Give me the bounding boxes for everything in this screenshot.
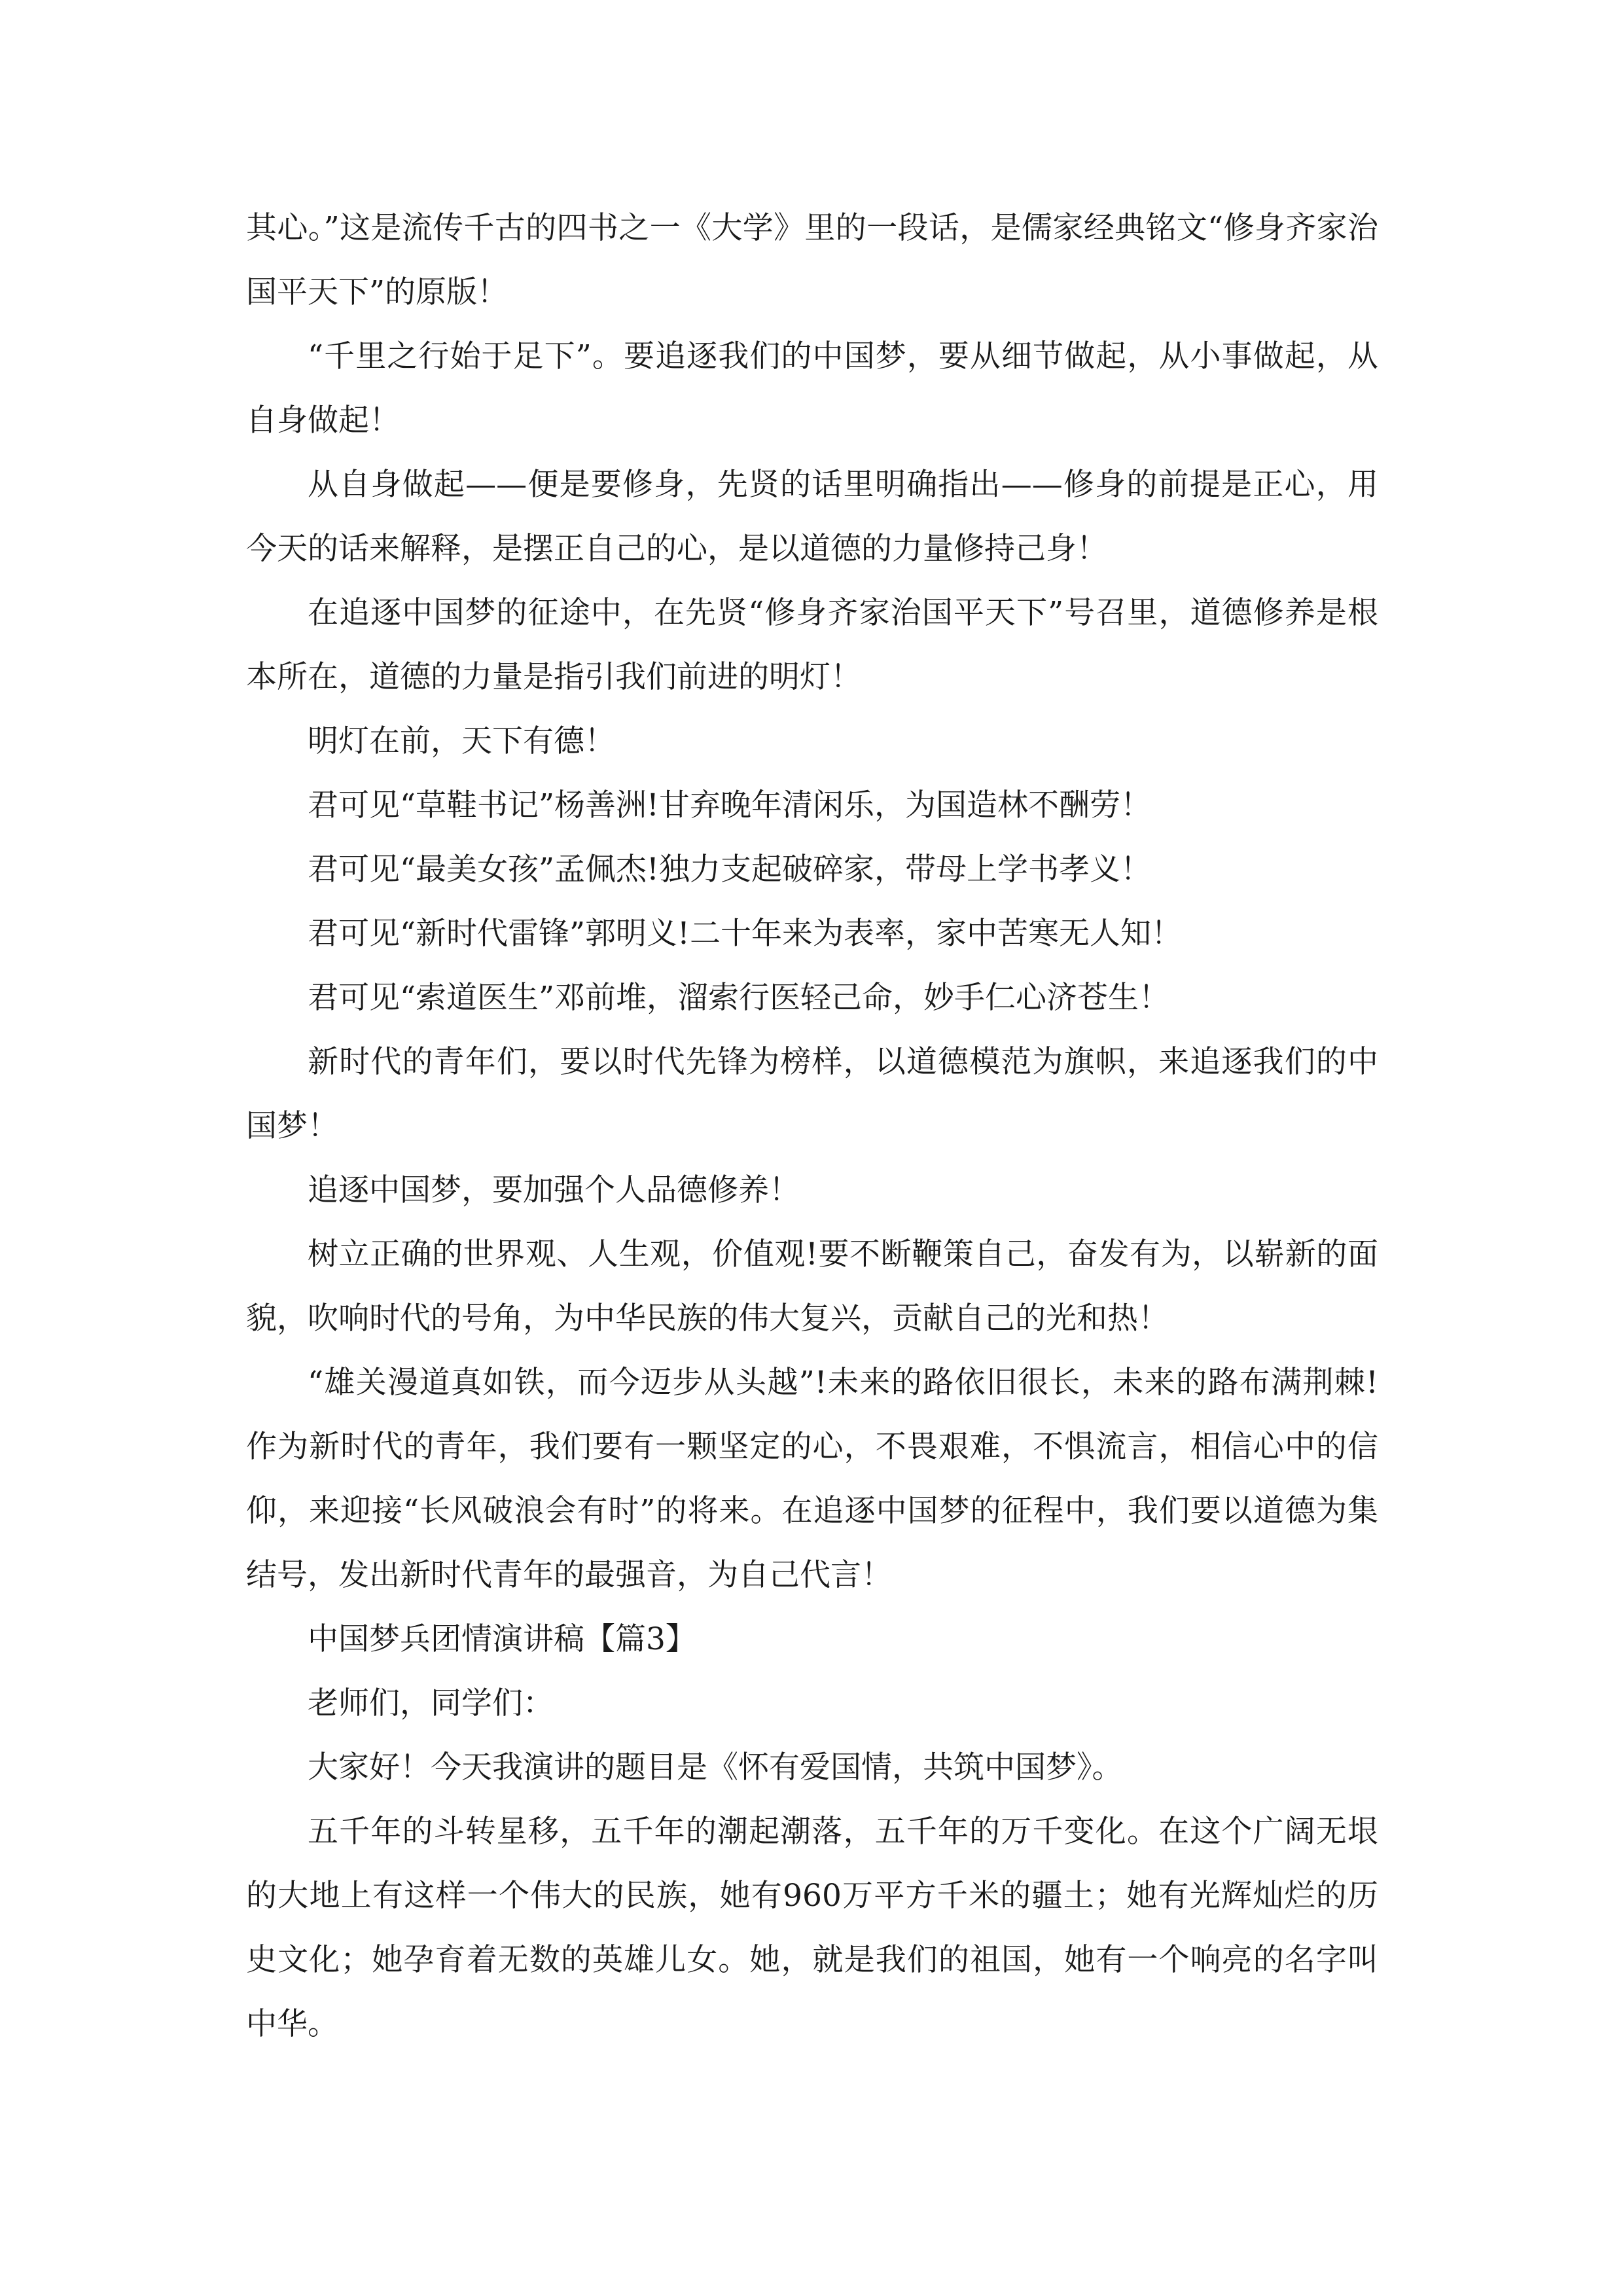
paragraph: “千里之行始于足下”。要追逐我们的中国梦，要从细节做起，从小事做起，从自身做起！ [246, 338, 1378, 439]
paragraph: 君可见“最美女孩”孟佩杰!独力支起破碎家，带母上学书孝义！ [308, 852, 1151, 888]
paragraph: “雄关漫道真如铁，而今迈步从头越”!未来的路依旧很长，未来的路布满荆棘!作为新时代的青年，我们要有一颗坚定的心，不畏艰难，不惧流言，相信心中的信仰，来迎接“长风破浪会有时”的将来。在追逐中国梦的征程中，我们要以道德为集结号，发出新时代青年的最强音，为自己代言！ [246, 1365, 1378, 1593]
paragraph: 从自身做起——便是要修身，先贤的话里明确指出——修身的前提是正心，用今天的话来解释，是摆正自己的心，是以道德的力量修持己身！ [246, 467, 1378, 567]
paragraph: 大家好！今天我演讲的题目是《怀有爱国情，共筑中国梦》。 [308, 1749, 1123, 1785]
paragraph: 明灯在前，天下有德！ [308, 723, 615, 759]
paragraph: 新时代的青年们，要以时代先锋为榜样，以道德模范为旗帜，来追逐我们的中国梦！ [246, 1044, 1378, 1144]
document-body [246, 196, 1378, 2056]
paragraph: 树立正确的世界观、人生观，价值观!要不断鞭策自己，奋发有为，以崭新的面貌，吹响时代的号角，为中华民族的伟大复兴，贡献自己的光和热！ [246, 1236, 1378, 1336]
paragraph: 君可见“新时代雷锋”郭明义!二十年来为表率，家中苦寒无人知！ [308, 916, 1182, 952]
paragraph: 在追逐中国梦的征途中，在先贤“修身齐家治国平天下”号召里，道德修养是根本所在，道德的力量是指引我们前进的明灯！ [246, 595, 1378, 695]
section-heading: 中国梦兵团情演讲稿【篇3】 [308, 1621, 696, 1657]
paragraph: 其心。”这是流传千古的四书之一《大学》里的一段话，是儒家经典铭文“修身齐家治国平天下”的原版！ [246, 210, 1378, 310]
salutation: 老师们，同学们： [308, 1685, 554, 1721]
paragraph: 追逐中国梦，要加强个人品德修养！ [308, 1172, 800, 1208]
paragraph: 君可见“索道医生”邓前堆，溜索行医轻己命，妙手仁心济苍生！ [308, 980, 1170, 1016]
paragraph: 君可见“草鞋书记”杨善洲!甘弃晚年清闲乐，为国造林不酬劳！ [308, 787, 1151, 823]
paragraph: 五千年的斗转星移，五千年的潮起潮落，五千年的万千变化。在这个广阔无垠的大地上有这样一个伟大的民族，她有960万平方千米的疆土；她有光辉灿烂的历史文化；她孕育着无数的英雄儿女。她，就是我们的祖国，她有一个响亮的名字叫中华。 [246, 1814, 1378, 2042]
